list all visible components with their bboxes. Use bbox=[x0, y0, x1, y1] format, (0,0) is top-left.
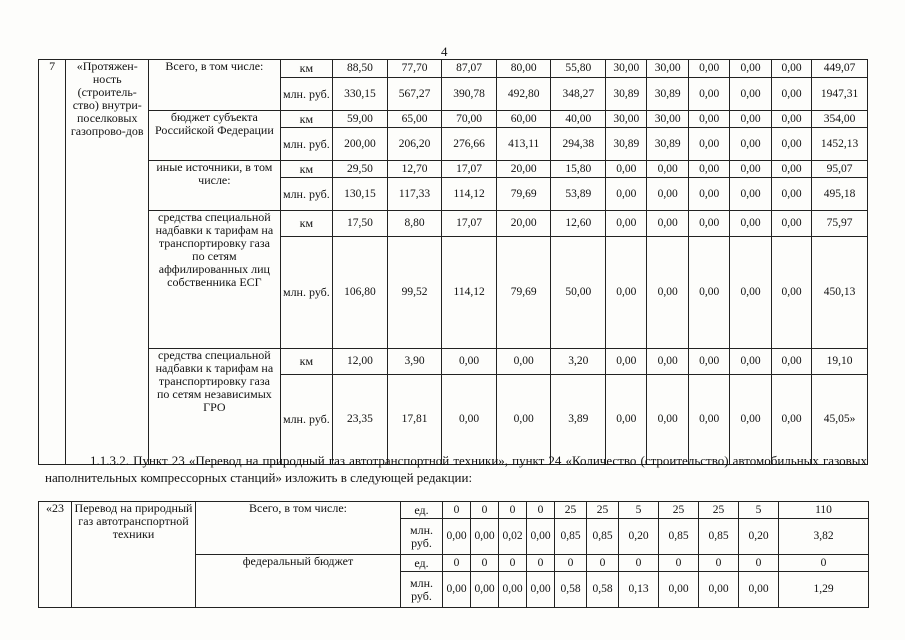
value-cell: 30,00 bbox=[606, 60, 647, 78]
value-cell: 0,00 bbox=[647, 161, 688, 178]
value-cell: 0,00 bbox=[771, 211, 811, 237]
value-cell: 0,85 bbox=[555, 519, 587, 555]
value-cell: 19,10 bbox=[812, 349, 868, 375]
value-cell: 12,70 bbox=[387, 161, 442, 178]
unit-cell: млн. руб. bbox=[280, 78, 333, 111]
value-cell: 0 bbox=[527, 502, 555, 519]
table-row bbox=[39, 502, 869, 519]
value-cell: 0,00 bbox=[688, 161, 729, 178]
value-cell: 0 bbox=[619, 555, 659, 572]
value-cell: 0,00 bbox=[771, 161, 811, 178]
value-cell: 0,00 bbox=[688, 60, 729, 78]
value-cell: 77,70 bbox=[387, 60, 442, 78]
value-cell: 30,89 bbox=[647, 78, 688, 111]
program-table-item-23 bbox=[38, 501, 869, 608]
value-cell: 0,00 bbox=[739, 572, 779, 608]
value-cell: 0,00 bbox=[688, 237, 729, 349]
value-cell: 0,00 bbox=[442, 349, 497, 375]
value-cell: 0,00 bbox=[688, 349, 729, 375]
table-row bbox=[39, 111, 868, 128]
value-cell: 3,90 bbox=[387, 349, 442, 375]
unit-cell: млн. руб. bbox=[280, 237, 333, 349]
value-cell: 0,00 bbox=[496, 375, 551, 465]
unit-cell: км bbox=[280, 161, 333, 178]
item-name-cell: Перевод на природный газ автотранспортной техники bbox=[72, 502, 196, 608]
value-cell: 0,00 bbox=[606, 178, 647, 211]
value-cell: 12,60 bbox=[551, 211, 606, 237]
value-cell: 5 bbox=[619, 502, 659, 519]
value-cell: 0,00 bbox=[771, 78, 811, 111]
value-cell: 200,00 bbox=[333, 128, 388, 161]
value-cell: 1452,13 bbox=[812, 128, 868, 161]
value-cell: 0,00 bbox=[688, 178, 729, 211]
value-cell: 106,80 bbox=[333, 237, 388, 349]
value-cell: 25 bbox=[555, 502, 587, 519]
value-cell: 0,00 bbox=[771, 237, 811, 349]
value-cell: 80,00 bbox=[496, 60, 551, 78]
value-cell: 0,00 bbox=[730, 349, 771, 375]
funding-source-cell: средства специальной надбавки к тарифам на транспортировку газа по сетям независимых ГРО bbox=[149, 349, 280, 465]
value-cell: 0,00 bbox=[443, 519, 471, 555]
value-cell: 50,00 bbox=[551, 237, 606, 349]
value-cell: 40,00 bbox=[551, 111, 606, 128]
item-number-cell: 7 bbox=[39, 60, 66, 465]
value-cell: 53,89 bbox=[551, 178, 606, 211]
value-cell: 0,00 bbox=[606, 237, 647, 349]
amendment-text: 1.1.3.2. Пункт 23 «Перевод на природный газ автотранспортной техники», пункт 24 «Количество (строительство) автомобильных газовых наполнительных компрессорных станций» изложить в следующей редакции: bbox=[45, 453, 867, 485]
value-cell: 0 bbox=[779, 555, 869, 572]
value-cell: 3,82 bbox=[779, 519, 869, 555]
value-cell: 0,00 bbox=[606, 349, 647, 375]
value-cell: 0,00 bbox=[771, 375, 811, 465]
unit-cell: км bbox=[280, 349, 333, 375]
value-cell: 0,00 bbox=[647, 178, 688, 211]
value-cell: 29,50 bbox=[333, 161, 388, 178]
value-cell: 99,52 bbox=[387, 237, 442, 349]
value-cell: 0,20 bbox=[739, 519, 779, 555]
value-cell: 20,00 bbox=[496, 161, 551, 178]
value-cell: 0,00 bbox=[471, 519, 499, 555]
value-cell: 0,00 bbox=[688, 128, 729, 161]
value-cell: 0,00 bbox=[730, 211, 771, 237]
unit-cell: млн. руб. bbox=[280, 178, 333, 211]
value-cell: 0,00 bbox=[606, 375, 647, 465]
value-cell: 5 bbox=[739, 502, 779, 519]
value-cell: 0 bbox=[443, 555, 471, 572]
value-cell: 390,78 bbox=[442, 78, 497, 111]
unit-cell: ед. bbox=[401, 502, 443, 519]
value-cell: 0 bbox=[443, 502, 471, 519]
value-cell: 3,89 bbox=[551, 375, 606, 465]
unit-cell: км bbox=[280, 111, 333, 128]
value-cell: 0,00 bbox=[771, 349, 811, 375]
value-cell: 17,50 bbox=[333, 211, 388, 237]
funding-source-cell: Всего, в том числе: bbox=[149, 60, 280, 111]
value-cell: 0,00 bbox=[771, 178, 811, 211]
unit-cell: км bbox=[280, 60, 333, 78]
value-cell: 130,15 bbox=[333, 178, 388, 211]
value-cell: 495,18 bbox=[812, 178, 868, 211]
value-cell: 330,15 bbox=[333, 78, 388, 111]
value-cell: 0,00 bbox=[730, 60, 771, 78]
value-cell: 0,00 bbox=[647, 349, 688, 375]
value-cell: 0 bbox=[659, 555, 699, 572]
value-cell: 0,00 bbox=[771, 128, 811, 161]
value-cell: 0,00 bbox=[730, 178, 771, 211]
value-cell: 0,00 bbox=[771, 60, 811, 78]
value-cell: 0,00 bbox=[688, 375, 729, 465]
value-cell: 30,00 bbox=[606, 111, 647, 128]
item-number-cell: «23 bbox=[39, 502, 72, 608]
funding-source-cell: федеральный бюджет bbox=[196, 555, 401, 608]
table-row bbox=[39, 60, 868, 78]
value-cell: 294,38 bbox=[551, 128, 606, 161]
value-cell: 206,20 bbox=[387, 128, 442, 161]
value-cell: 8,80 bbox=[387, 211, 442, 237]
value-cell: 55,80 bbox=[551, 60, 606, 78]
value-cell: 0,00 bbox=[471, 572, 499, 608]
value-cell: 354,00 bbox=[812, 111, 868, 128]
value-cell: 59,00 bbox=[333, 111, 388, 128]
value-cell: 0,00 bbox=[730, 237, 771, 349]
value-cell: 0,85 bbox=[659, 519, 699, 555]
value-cell: 0 bbox=[471, 555, 499, 572]
unit-cell: млн. руб. bbox=[401, 572, 443, 608]
value-cell: 12,00 bbox=[333, 349, 388, 375]
value-cell: 0,20 bbox=[619, 519, 659, 555]
value-cell: 348,27 bbox=[551, 78, 606, 111]
unit-cell: км bbox=[280, 211, 333, 237]
value-cell: 0,00 bbox=[688, 78, 729, 111]
value-cell: 567,27 bbox=[387, 78, 442, 111]
value-cell: 0,85 bbox=[699, 519, 739, 555]
value-cell: 0 bbox=[699, 555, 739, 572]
funding-source-cell: бюджет субъекта Российской Федерации bbox=[149, 111, 280, 161]
value-cell: 45,05» bbox=[812, 375, 868, 465]
value-cell: 0,00 bbox=[606, 211, 647, 237]
value-cell: 17,07 bbox=[442, 161, 497, 178]
unit-cell: ед. bbox=[401, 555, 443, 572]
value-cell: 117,33 bbox=[387, 178, 442, 211]
page-number: 4 bbox=[441, 44, 448, 59]
value-cell: 70,00 bbox=[442, 111, 497, 128]
value-cell: 0,00 bbox=[659, 572, 699, 608]
funding-source-cell: средства специальной надбавки к тарифам на транспортировку газа по сетям аффилированных лиц собственника ЕСГ bbox=[149, 211, 280, 349]
value-cell: 60,00 bbox=[496, 111, 551, 128]
program-table-item-7 bbox=[38, 59, 868, 465]
unit-cell: млн. руб. bbox=[401, 519, 443, 555]
value-cell: 0 bbox=[499, 502, 527, 519]
table-row bbox=[39, 161, 868, 178]
value-cell: 25 bbox=[699, 502, 739, 519]
value-cell: 114,12 bbox=[442, 178, 497, 211]
value-cell: 0,00 bbox=[730, 128, 771, 161]
unit-cell: млн. руб. bbox=[280, 375, 333, 465]
item-name-cell: «Протяжен-ность (строитель-ство) внутри-поселковых газопрово-дов bbox=[66, 60, 149, 465]
value-cell: 25 bbox=[587, 502, 619, 519]
value-cell: 65,00 bbox=[387, 111, 442, 128]
value-cell: 413,11 bbox=[496, 128, 551, 161]
value-cell: 0,00 bbox=[647, 375, 688, 465]
value-cell: 25 bbox=[659, 502, 699, 519]
value-cell: 0,85 bbox=[587, 519, 619, 555]
value-cell: 0 bbox=[739, 555, 779, 572]
value-cell: 30,89 bbox=[647, 128, 688, 161]
value-cell: 0 bbox=[527, 555, 555, 572]
value-cell: 0,00 bbox=[647, 237, 688, 349]
value-cell: 0,00 bbox=[730, 161, 771, 178]
value-cell: 0,00 bbox=[647, 211, 688, 237]
funding-source-cell: иные источники, в том числе: bbox=[149, 161, 280, 211]
value-cell: 95,07 bbox=[812, 161, 868, 178]
value-cell: 23,35 bbox=[333, 375, 388, 465]
value-cell: 0,00 bbox=[527, 572, 555, 608]
value-cell: 0,00 bbox=[771, 111, 811, 128]
value-cell: 0,00 bbox=[606, 161, 647, 178]
value-cell: 0,00 bbox=[527, 519, 555, 555]
table-row bbox=[39, 349, 868, 375]
value-cell: 0,13 bbox=[619, 572, 659, 608]
value-cell: 449,07 bbox=[812, 60, 868, 78]
value-cell: 110 bbox=[779, 502, 869, 519]
value-cell: 87,07 bbox=[442, 60, 497, 78]
value-cell: 20,00 bbox=[496, 211, 551, 237]
value-cell: 0,00 bbox=[499, 572, 527, 608]
value-cell: 30,00 bbox=[647, 111, 688, 128]
value-cell: 0 bbox=[555, 555, 587, 572]
value-cell: 79,69 bbox=[496, 178, 551, 211]
value-cell: 0,00 bbox=[730, 111, 771, 128]
value-cell: 17,81 bbox=[387, 375, 442, 465]
funding-source-cell: Всего, в том числе: bbox=[196, 502, 401, 555]
value-cell: 0,02 bbox=[499, 519, 527, 555]
value-cell: 492,80 bbox=[496, 78, 551, 111]
value-cell: 0,00 bbox=[442, 375, 497, 465]
value-cell: 276,66 bbox=[442, 128, 497, 161]
value-cell: 75,97 bbox=[812, 211, 868, 237]
value-cell: 1,29 bbox=[779, 572, 869, 608]
value-cell: 114,12 bbox=[442, 237, 497, 349]
value-cell: 3,20 bbox=[551, 349, 606, 375]
unit-cell: млн. руб. bbox=[280, 128, 333, 161]
value-cell: 88,50 bbox=[333, 60, 388, 78]
amendment-paragraph bbox=[45, 452, 867, 486]
table-row bbox=[39, 211, 868, 237]
value-cell: 0,00 bbox=[699, 572, 739, 608]
value-cell: 0,00 bbox=[730, 375, 771, 465]
value-cell: 0,58 bbox=[587, 572, 619, 608]
value-cell: 0,58 bbox=[555, 572, 587, 608]
value-cell: 0,00 bbox=[730, 78, 771, 111]
value-cell: 30,89 bbox=[606, 128, 647, 161]
value-cell: 0,00 bbox=[496, 349, 551, 375]
value-cell: 17,07 bbox=[442, 211, 497, 237]
value-cell: 15,80 bbox=[551, 161, 606, 178]
value-cell: 450,13 bbox=[812, 237, 868, 349]
value-cell: 0,00 bbox=[443, 572, 471, 608]
value-cell: 0 bbox=[471, 502, 499, 519]
value-cell: 1947,31 bbox=[812, 78, 868, 111]
value-cell: 79,69 bbox=[496, 237, 551, 349]
value-cell: 0 bbox=[499, 555, 527, 572]
value-cell: 0 bbox=[587, 555, 619, 572]
value-cell: 0,00 bbox=[688, 211, 729, 237]
value-cell: 30,00 bbox=[647, 60, 688, 78]
value-cell: 0,00 bbox=[688, 111, 729, 128]
value-cell: 30,89 bbox=[606, 78, 647, 111]
